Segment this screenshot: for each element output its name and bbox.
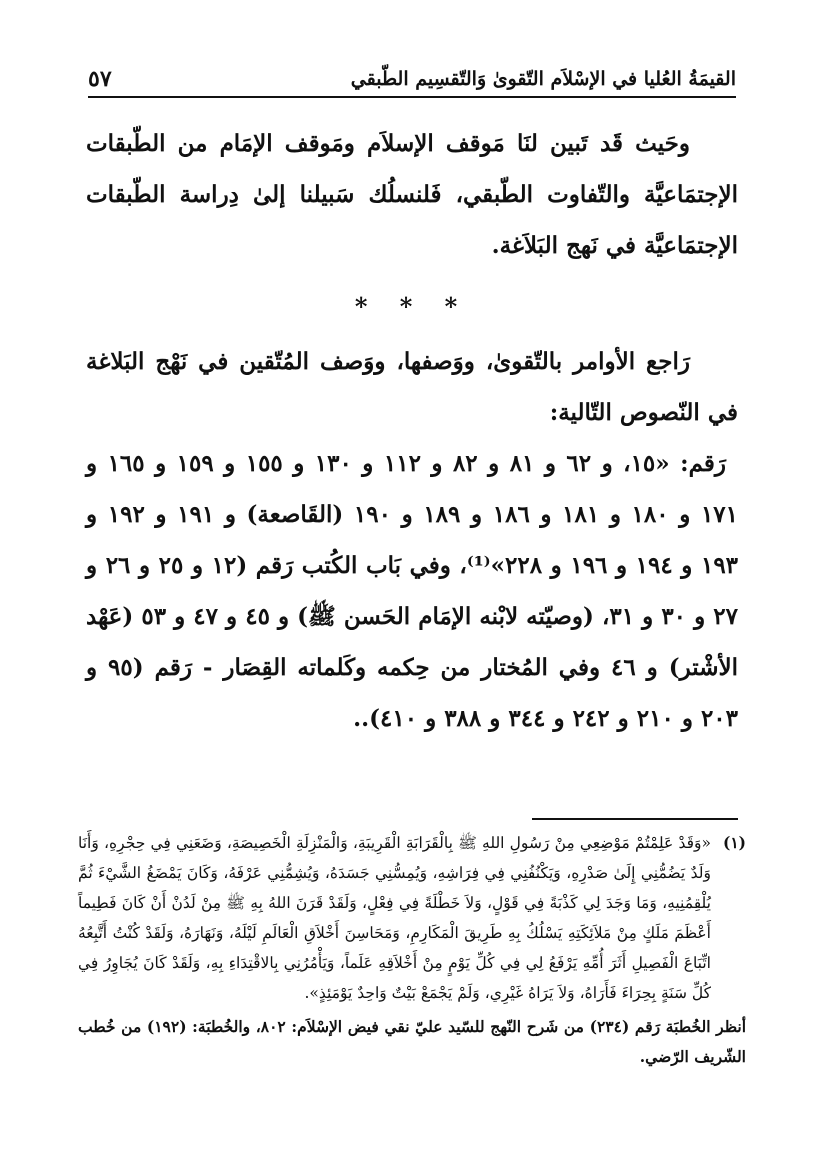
footnote-1 [78, 828, 746, 1008]
section-separator: * * * [354, 292, 470, 321]
main-text [86, 118, 738, 744]
paragraph-3: رَقم: «١٥، و ٦٢ و ٨١ و ٨٢ و ١١٢ و ١٣٠ و ١٥٥ و ١٥٩ و ١٦٥ و ١٧١ و ١٨٠ و ١٨١ و ١٨٦ و ١٨٩ و ١٩٠ (القَاصعة) و ١٩١ و ١٩٢ و ١٩٣ و ١٩٤ و ١٩٦ و ٢٢٨»⁽¹⁾، وفي بَاب الكُتب رَقم (١٢ و ٢٥ و ٢٦ و ٢٧ و ٣٠ و ٣١، (وصيّته لابْنه الإمَام الحَسن ﷺ) و ٤٥ و ٤٧ و ٥٣ (عَهْد الأشْتر) و ٤٦ وفي المُختار من حِكمه وكَلماته القِصَار - رَقم (٩٥ و ٢٠٣ و ٢١٠ و ٢٤٢ و ٣٤٤ و ٣٨٨ و ٤١٠).. [86, 450, 739, 732]
footnote-divider [532, 818, 738, 820]
paragraph-2: رَاجع الأوامر بالتّقوىٰ، ووَصفها، ووَصف المُتّقين في نَهْج البَلاغة في النّصوص التّالية: [86, 348, 738, 426]
footnote-quote: «وَقَدْ عَلِمْتُمْ مَوْضِعِي مِنْ رَسُولِ اللهِ ﷺ بِالْقَرَابَةِ الْقَرِيبَةِ، وَالْمَنْزِلَةِ الْخَصِيصَةِ، وَضَعَنِي فِي حِجْرِهِ، وَأَنَا وَلَدٌ يَضُمُّنِي إِلَىٰ صَدْرِهِ، وَيَكْنُفُنِي فِي فِرَاشِهِ، وَيُمِسُّنِي جَسَدَهُ، وَيُشِمُّنِي عَرْفَهُ، وَكَانَ يَمْضَغُ الشَّيْءَ ثُمَّ يُلْقِمُنِيهِ، وَمَا وَجَدَ لِي كَذْبَةً فِي قَوْلٍ، وَلاَ خَطْلَةً فِي فِعْلٍ، وَلَقَدْ قَرَنَ اللهُ بِهِ ﷺ مِنْ لَدُنْ أَنْ كَانَ فَطِيماً أَعْظَمَ مَلَكٍ مِنْ مَلاَئِكَتِهِ يَسْلُكُ بِهِ طَرِيقَ الْمَكَارِمِ، وَمَحَاسِنَ أَخْلاَقِ الْعَالَمِ لَيْلَهُ، وَنَهَارَهُ، وَلَقَدْ كُنْتُ أَتَّبِعُهُ اتِّبَاعَ الْفَصِيلِ أَثَرَ أُمِّهِ يَرْفَعُ لِي فِي كُلِّ يَوْمٍ مِنْ أَخْلاَقِهِ عَلَماً، وَيَأْمُرُنِي بِالاقْتِدَاءِ بِهِ، وَلَقَدْ كَانَ يُجَاوِرُ فِي كُلِّ سَنَةٍ بِحِرَاءَ فَأَرَاهُ، وَلاَ يَرَاهُ غَيْرِي، وَلَمْ يَجْمَعْ بَيْتٌ وَاحِدٌ يَوْمَئِذٍ». [78, 834, 711, 1002]
footnote-source: أنظر الخُطبَة رَقم (٢٣٤) من شَرح النّهج للسّيد عليّ نقي فيض الإسْلاَم: ٨٠٢، والخُطبَة: (١٩٢) من خُطب الشّريف الرّضي. [78, 1017, 747, 1066]
footnote-marker: (١) [722, 833, 746, 852]
paragraph-1: وحَيث قَد تَبين لنَا مَوقف الإسلاَم ومَوقف الإمَام من الطّبقات الإجتمَاعيَّة والتّفاوت الطّبقي، فَلنسلُك سَبيلنا إلىٰ دِراسة الطّبقات الإجتمَاعيَّة في نَهج البَلاَغة. [86, 130, 738, 259]
running-title: القيمَةُ العُليا في الإسْلاَم التّقوىٰ وَالتّقسِيم الطّبقي [350, 68, 736, 90]
footnotes [78, 828, 746, 1072]
running-header [88, 50, 736, 98]
page-number: ٥٧ [88, 66, 112, 92]
